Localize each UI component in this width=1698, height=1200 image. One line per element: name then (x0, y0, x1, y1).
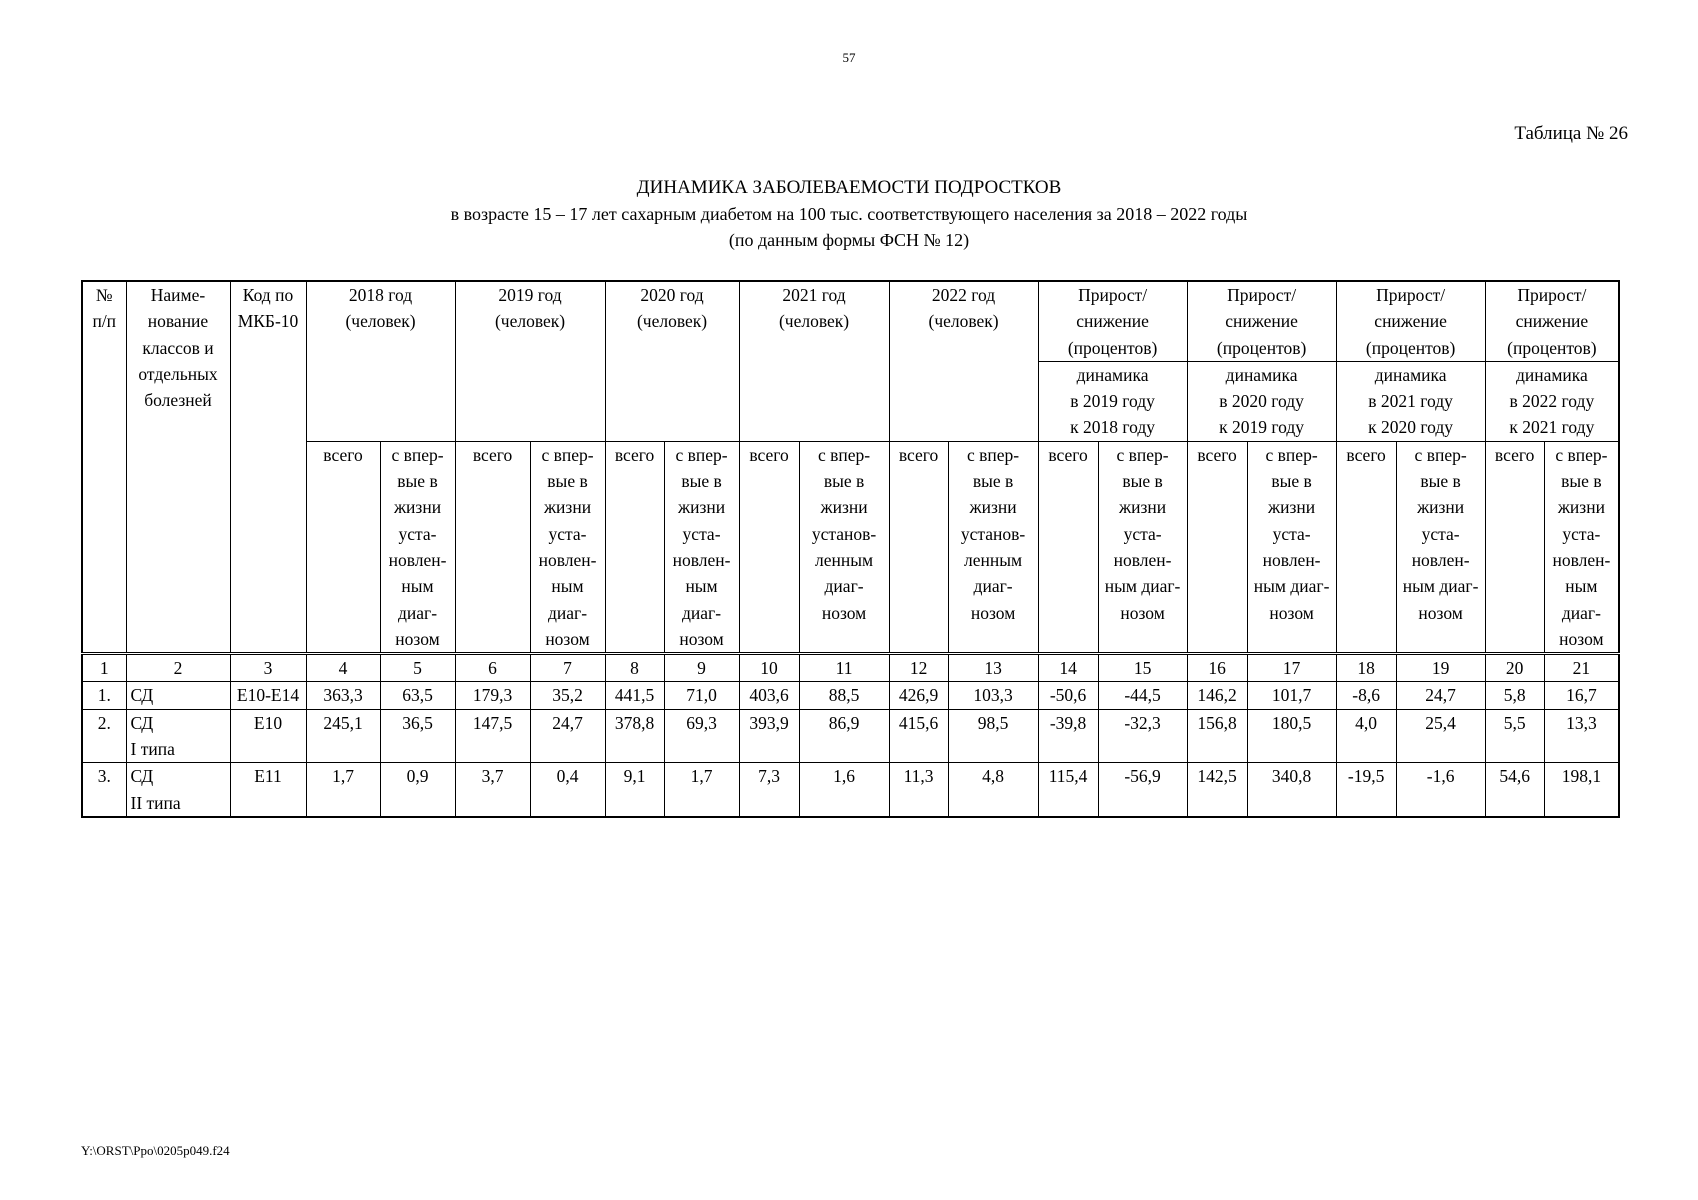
row-value: -56,9 (1098, 763, 1187, 817)
table-row (82, 763, 1619, 817)
header-total: всего (306, 441, 380, 653)
header-first-time-line: жизни (677, 497, 726, 518)
header-growth-line: снижение (1225, 311, 1298, 332)
header-first-time-line: ным (685, 576, 718, 597)
row-value: 378,8 (605, 709, 664, 763)
row-value: 63,5 (380, 682, 455, 709)
row-value: -39,8 (1038, 709, 1098, 763)
column-number: 17 (1247, 654, 1336, 682)
header-year-line: 2020 год (640, 285, 704, 305)
row-value: 101,7 (1247, 682, 1336, 709)
header-first-time (1247, 441, 1336, 653)
header-first-time-line: диаг- (1561, 602, 1601, 623)
row-value: 142,5 (1187, 763, 1247, 817)
header-dynamics-line: в 2019 году (1070, 391, 1155, 412)
column-number: 14 (1038, 654, 1098, 682)
header-year (605, 281, 739, 441)
header-first-time-line: жизни (969, 497, 1017, 518)
header-year-line: 2022 год (931, 285, 996, 305)
title-subtitle: в возрасте 15 – 17 лет сахарным диабетом на 100 тыс. соответствующего населения за 2018 – 2022 годы (450, 204, 1248, 224)
column-number: 2 (126, 654, 230, 682)
column-number: 21 (1544, 654, 1619, 682)
header-first-time (380, 441, 455, 653)
header-first-time-line: диаг- (548, 602, 588, 623)
row-icd-code: E10 (230, 709, 306, 763)
row-value: -50,6 (1038, 682, 1098, 709)
header-growth-line: снижение (1076, 311, 1149, 332)
row-value: 340,8 (1247, 763, 1336, 817)
header-num-line: п/п (92, 311, 117, 332)
column-number: 7 (530, 654, 605, 682)
table-label: Таблица № 26 (1514, 123, 1628, 144)
row-value: 403,6 (739, 682, 799, 709)
header-growth (1485, 281, 1619, 361)
header-row-subcolumns (82, 441, 1619, 653)
header-total: всего (455, 441, 530, 653)
header-first-time-line: с впер- (541, 444, 594, 465)
header-first-time-line: уста- (1272, 523, 1311, 544)
header-dynamics (1187, 361, 1336, 441)
header-dynamics-line: в 2022 году (1509, 391, 1595, 412)
header-first-time-line: с впер- (967, 444, 1020, 465)
row-value: 11,3 (889, 763, 948, 817)
header-first-time-line: нозом (545, 628, 590, 649)
header-num-line: № (95, 285, 113, 305)
column-number: 15 (1098, 654, 1187, 682)
row-value: -1,6 (1396, 763, 1485, 817)
header-total: всего (889, 441, 948, 653)
row-value: 441,5 (605, 682, 664, 709)
row-value: 4,8 (948, 763, 1038, 817)
header-first-time-line: ленным (964, 549, 1023, 570)
header-year-line: (человек) (928, 311, 999, 332)
header-first-time (1098, 441, 1187, 653)
header-growth-line: (процентов) (1216, 337, 1307, 358)
header-name-line: отдельных (138, 363, 218, 384)
header-code-line: МКБ-10 (237, 311, 299, 332)
table-row (82, 709, 1619, 763)
row-value: 71,0 (664, 682, 739, 709)
header-growth-line: (процентов) (1067, 337, 1158, 358)
header-code-line: Код по (242, 285, 294, 305)
header-first-time-line: с впер- (1414, 444, 1467, 465)
header-first-time (1396, 441, 1485, 653)
header-first-time (530, 441, 605, 653)
title-source: (по данным формы ФСН № 12) (728, 230, 970, 250)
column-number: 13 (948, 654, 1038, 682)
row-value: 146,2 (1187, 682, 1247, 709)
row-value: 4,0 (1336, 709, 1396, 763)
header-dynamics-line: в 2021 году (1368, 391, 1453, 412)
header-first-time-line: с впер- (675, 444, 728, 465)
row-value: 393,9 (739, 709, 799, 763)
header-growth-line: снижение (1374, 311, 1447, 332)
header-first-time-line: новлен- (1113, 549, 1172, 570)
row-value: 5,5 (1485, 709, 1544, 763)
header-first-time-line: уста- (398, 523, 437, 544)
row-value: 25,4 (1396, 709, 1485, 763)
header-year-line: 2021 год (782, 285, 846, 305)
column-number: 12 (889, 654, 948, 682)
row-value: 5,8 (1485, 682, 1544, 709)
header-first-time (664, 441, 739, 653)
header-first-time-line: нозом (1269, 602, 1314, 623)
header-year (889, 281, 1038, 441)
header-first-time (1544, 441, 1619, 653)
header-first-time-line: уста- (548, 523, 587, 544)
row-value: -8,6 (1336, 682, 1396, 709)
row-value: -44,5 (1098, 682, 1187, 709)
row-value: 69,3 (664, 709, 739, 763)
table-title (0, 175, 1698, 253)
header-first-time-line: уста- (1123, 523, 1162, 544)
row-icd-code: E11 (230, 763, 306, 817)
row-value: 363,3 (306, 682, 380, 709)
column-number: 4 (306, 654, 380, 682)
header-first-time-line: новлен- (388, 549, 447, 570)
header-year-line: (человек) (494, 311, 566, 332)
header-first-time-line: диаг- (973, 576, 1013, 597)
row-value: 88,5 (799, 682, 889, 709)
row-value: -19,5 (1336, 763, 1396, 817)
column-number: 20 (1485, 654, 1544, 682)
row-disease-name (126, 763, 230, 817)
header-first-time-line: уста- (1562, 523, 1601, 544)
column-number: 9 (664, 654, 739, 682)
row-value: 103,3 (948, 682, 1038, 709)
footer-file-path: Y:\ORST\Ppo\0205p049.f24 (81, 1143, 230, 1158)
header-growth-line: (процентов) (1507, 337, 1597, 358)
header-first-time-line: нозом (1120, 602, 1165, 623)
header-first-time-line: вые в (972, 471, 1014, 492)
header-first-time-line: с впер- (1555, 444, 1608, 465)
column-number: 3 (230, 654, 306, 682)
header-first-time-line: ным диаг- (1253, 576, 1330, 597)
header-growth (1187, 281, 1336, 361)
row-value: 0,4 (530, 763, 605, 817)
header-name-line: болезней (144, 390, 212, 411)
header-first-time-line: ным диаг- (1104, 576, 1181, 597)
header-total: всего (1187, 441, 1247, 653)
header-total: всего (739, 441, 799, 653)
header-growth-line: (процентов) (1365, 337, 1456, 358)
row-value: 1,7 (664, 763, 739, 817)
header-num (82, 281, 126, 654)
header-name-line: нование (147, 311, 209, 332)
header-growth-line: Прирост/ (1078, 285, 1148, 305)
header-first-time-line: ным (1565, 576, 1598, 597)
header-growth-line: Прирост/ (1227, 285, 1297, 305)
header-dynamics (1038, 361, 1187, 441)
header-first-time-line: вые в (1122, 471, 1163, 492)
column-number: 19 (1396, 654, 1485, 682)
header-name (126, 281, 230, 654)
header-first-time-line: установ- (811, 523, 877, 544)
header-total: всего (1038, 441, 1098, 653)
header-first-time-line: ным диаг- (1402, 576, 1479, 597)
header-dynamics-line: к 2020 году (1368, 417, 1454, 438)
header-year-line: (человек) (636, 311, 708, 332)
row-value: 115,4 (1038, 763, 1098, 817)
header-first-time-line: установ- (960, 523, 1026, 544)
row-value: 36,5 (380, 709, 455, 763)
header-first-time-line: вые в (1271, 471, 1312, 492)
header-first-time-line: новлен- (538, 549, 597, 570)
row-value: 180,5 (1247, 709, 1336, 763)
table-row (82, 682, 1619, 709)
header-first-time-line: вые в (1420, 471, 1461, 492)
title-main: ДИНАМИКА ЗАБОЛЕВАЕМОСТИ ПОДРОСТКОВ (636, 177, 1062, 198)
row-value: -32,3 (1098, 709, 1187, 763)
row-value: 16,7 (1544, 682, 1619, 709)
header-first-time-line: с впер- (391, 444, 444, 465)
row-value: 98,5 (948, 709, 1038, 763)
header-growth-line: Прирост/ (1376, 285, 1446, 305)
column-number: 18 (1336, 654, 1396, 682)
header-dynamics-line: в 2020 году (1219, 391, 1304, 412)
row-value: 179,3 (455, 682, 530, 709)
row-value: 54,6 (1485, 763, 1544, 817)
header-growth-line: Прирост/ (1517, 285, 1587, 305)
header-growth (1038, 281, 1187, 361)
header-name-line: классов и (142, 337, 214, 358)
header-first-time-line: вые в (823, 471, 865, 492)
header-row-groups (82, 281, 1619, 361)
header-total: всего (605, 441, 664, 653)
row-value: 24,7 (1396, 682, 1485, 709)
header-dynamics-line: динамика (1374, 364, 1447, 385)
row-disease-name (126, 682, 230, 709)
header-first-time (799, 441, 889, 653)
row-value: 426,9 (889, 682, 948, 709)
row-value: 0,9 (380, 763, 455, 817)
header-year (306, 281, 455, 441)
header-first-time-line: ным (551, 576, 584, 597)
header-year (739, 281, 889, 441)
header-first-time-line: диаг- (397, 602, 438, 623)
header-year-line: (человек) (778, 311, 850, 332)
header-year-line: 2018 год (348, 285, 413, 305)
header-growth-line: снижение (1515, 311, 1589, 332)
header-first-time-line: новлен- (1262, 549, 1321, 570)
row-value: 13,3 (1544, 709, 1619, 763)
row-value: 1,6 (799, 763, 889, 817)
header-first-time-line: вые в (1561, 471, 1602, 492)
header-first-time-line: жизни (1557, 497, 1605, 518)
column-number: 1 (82, 654, 126, 682)
column-number: 8 (605, 654, 664, 682)
morbidity-table (81, 280, 1620, 818)
header-dynamics (1485, 361, 1619, 441)
header-first-time-line: жизни (1417, 497, 1465, 518)
row-number: 2. (82, 709, 126, 763)
row-value: 1,7 (306, 763, 380, 817)
header-year-line: (человек) (345, 311, 416, 332)
header-dynamics (1336, 361, 1485, 441)
header-total: всего (1485, 441, 1544, 653)
row-disease-name (126, 709, 230, 763)
header-first-time-line: диаг- (682, 602, 722, 623)
row-value: 7,3 (739, 763, 799, 817)
header-first-time-line: жизни (820, 497, 868, 518)
header-year-line: 2019 год (498, 285, 562, 305)
header-first-time (948, 441, 1038, 653)
header-first-time-line: с впер- (1265, 444, 1318, 465)
row-disease-name-line: СД (130, 766, 154, 787)
row-value: 245,1 (306, 709, 380, 763)
row-value: 147,5 (455, 709, 530, 763)
row-disease-name-line: I типа (130, 739, 175, 760)
header-first-time-line: новлен- (1411, 549, 1470, 570)
header-name-line: Наиме- (150, 285, 206, 305)
row-disease-name-line: II типа (130, 792, 181, 813)
header-first-time-line: с впер- (817, 444, 871, 465)
column-number: 11 (799, 654, 889, 682)
header-dynamics-line: динамика (1076, 364, 1149, 385)
row-value: 24,7 (530, 709, 605, 763)
header-first-time-line: ленным (815, 549, 874, 570)
header-first-time-line: нозом (1418, 602, 1463, 623)
header-first-time-line: жизни (1268, 497, 1316, 518)
header-first-time-line: вые в (547, 471, 588, 492)
header-first-time-line: вые в (681, 471, 722, 492)
column-number: 16 (1187, 654, 1247, 682)
header-total: всего (1336, 441, 1396, 653)
header-first-time-line: уста- (1421, 523, 1460, 544)
row-value: 9,1 (605, 763, 664, 817)
header-dynamics-line: к 2019 году (1219, 417, 1305, 438)
row-disease-name-line: СД (130, 712, 154, 733)
column-number-row (82, 654, 1619, 682)
header-year (455, 281, 605, 441)
header-code (230, 281, 306, 654)
row-value: 156,8 (1187, 709, 1247, 763)
header-first-time-line: нозом (1559, 628, 1604, 649)
header-growth (1336, 281, 1485, 361)
header-dynamics-line: динамика (1225, 364, 1298, 385)
header-dynamics-line: к 2018 году (1070, 417, 1156, 438)
header-first-time-line: с впер- (1116, 444, 1169, 465)
header-first-time-line: нозом (679, 628, 724, 649)
header-first-time-line: новлен- (672, 549, 731, 570)
row-value: 86,9 (799, 709, 889, 763)
header-first-time-line: жизни (393, 497, 442, 518)
header-dynamics-line: к 2021 году (1509, 417, 1595, 438)
column-number: 10 (739, 654, 799, 682)
header-first-time-line: жизни (543, 497, 592, 518)
row-value: 415,6 (889, 709, 948, 763)
header-first-time-line: ным (401, 576, 434, 597)
header-first-time-line: уста- (682, 523, 721, 544)
column-number: 6 (455, 654, 530, 682)
row-disease-name-line: СД (130, 685, 154, 706)
header-first-time-line: новлен- (1552, 549, 1611, 570)
header-first-time-line: жизни (1119, 497, 1167, 518)
row-value: 3,7 (455, 763, 530, 817)
row-value: 198,1 (1544, 763, 1619, 817)
row-value: 35,2 (530, 682, 605, 709)
row-number: 3. (82, 763, 126, 817)
row-icd-code: E10-E14 (230, 682, 306, 709)
header-dynamics-line: динамика (1515, 364, 1588, 385)
column-number: 5 (380, 654, 455, 682)
header-first-time-line: нозом (821, 602, 867, 623)
page-number: 57 (842, 50, 856, 65)
header-first-time-line: нозом (970, 602, 1016, 623)
header-first-time-line: диаг- (824, 576, 864, 597)
header-first-time-line: вые в (397, 471, 438, 492)
row-number: 1. (82, 682, 126, 709)
header-first-time-line: нозом (395, 628, 440, 649)
